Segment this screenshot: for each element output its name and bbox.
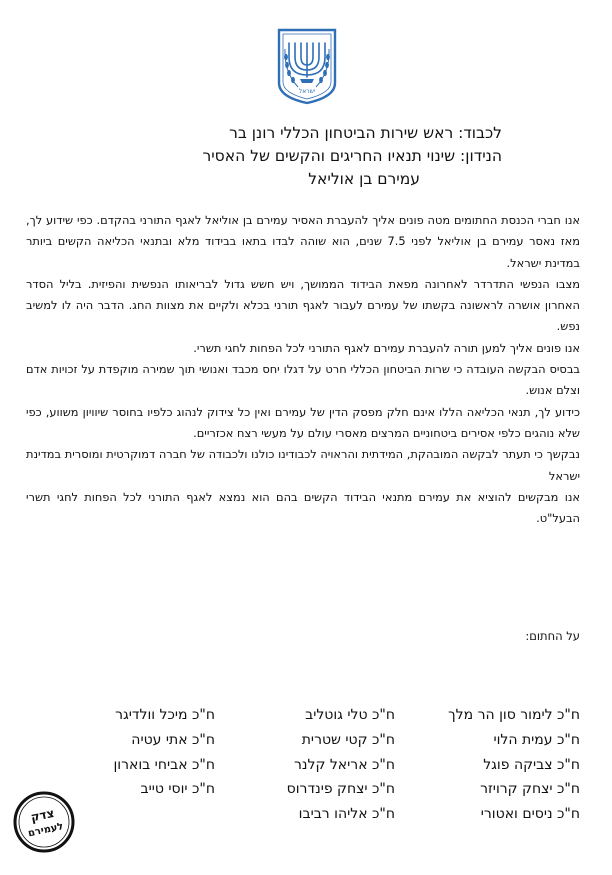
body-paragraph: אנו חברי הכנסת החתומים מטה פונים אליך להעברת האסיר עמירם בן אוליאל לאגף התורני בהקדם. כפי שידוע לך, מאז נאסר עמירם בן אוליאל לפני 7.5 שנים, הוא שוהה לבדו בתאו בבידוד מלא ובתנאי הכליאה הקשים ביותר במדינת ישראל. (26, 213, 580, 270)
signer-name: ח"כ קטי שטרית (301, 731, 395, 748)
body-paragraph: כידוע לך, תנאי הכליאה הללו אינם חלק מפסק הדין של עמירם ואין כל צידוק לנהוג כלפיו בחוסר שיוויון משווע, כפי שלא נוהגים כלפי אסירים ביטחוניים המרצים מאסרי עולם על מעשי רצח אכזריים. (26, 404, 580, 440)
signer-name: ח"כ טלי גוטליב (305, 707, 395, 723)
signed-label: על החתום: (525, 629, 580, 643)
body-paragraph: אנו פונים אליך למען תורה להעברת עמירם לאגף התורני לכל הפחות לחגי תשרי. (193, 340, 580, 355)
body-paragraph: נבקשך כי תעתר לבקשה המובהקת, המידתית והראויה לכבודינו כולנו ולכבודה של חברה דמוקרטית ומוסרית במדינת ישראל (26, 447, 580, 483)
signer-name: ח"כ צביקה פוגל (483, 756, 580, 773)
signer-name: ח"כ לימור סון הר מלך (448, 707, 580, 723)
letter-header (82, 122, 502, 191)
signer-name: ח"כ אליהו רביבו (298, 806, 395, 823)
signers-column-3 (35, 703, 215, 802)
signers-column-2 (215, 703, 395, 827)
signer-name: ח"כ עמית הלוי (493, 731, 580, 748)
body-paragraph: אנו מבקשים להוציא את עמירם מתנאי הבידוד הקשים בהם הוא נמצא לאגף התורני לכל הפחות לחגי תשרי הבעל"ט. (26, 489, 580, 526)
signer-name: ח"כ אריאל קלנר (294, 756, 395, 773)
signer-name: ח"כ אתי עטיה (131, 731, 215, 748)
recipient-line: לכבוד: ראש שירות הביטחון הכללי רונן בר (229, 124, 502, 142)
body-paragraph: מצבו הנפשי התדרדר לאחרונה מפאת הבידוד הממושך, ויש חשש גדול לבריאותו הנפשית והפיזית. בליל הסדר האחרון אושרה לראשונה בקשתו של עמירם לעבור לאגף תורני בכלא ולקיים את מצוות החג. הדבר היה לו למשיב נפש. (26, 276, 580, 334)
body-paragraph: בבסיס הבקשה העובדה כי שרות הביטחון הכללי חרט על דגלו יחס מכבד ואנושי תוך שמירה מוקפדת על זכויות אדם וצלם אנוש. (26, 362, 580, 398)
signer-name: ח"כ מיכל וולדיגר (115, 707, 215, 723)
signer-name: ח"כ יוסי טייב (140, 781, 215, 798)
stamp-line-2: לעמירם (27, 821, 65, 840)
emblem-text: ישראל (298, 88, 316, 95)
signers-column-1 (400, 703, 580, 827)
stamp-line-1: צדק (29, 805, 56, 825)
subject-line-continued: עמירם בן אוליאל (308, 170, 420, 188)
signer-name: ח"כ אביחי בוארון (113, 756, 215, 773)
signer-name: ח"כ ניסים ואטורי (480, 806, 580, 823)
letter-body (26, 210, 580, 529)
signer-name: ח"כ יצחק פינדרוס (286, 781, 395, 798)
justice-stamp-icon (13, 791, 75, 853)
signer-name: ח"כ יצחק קרויזר (480, 781, 580, 798)
state-emblem-icon (276, 27, 338, 105)
subject-line: הנידון: שינוי תנאיו החריגים והקשים של האסיר (202, 147, 502, 165)
